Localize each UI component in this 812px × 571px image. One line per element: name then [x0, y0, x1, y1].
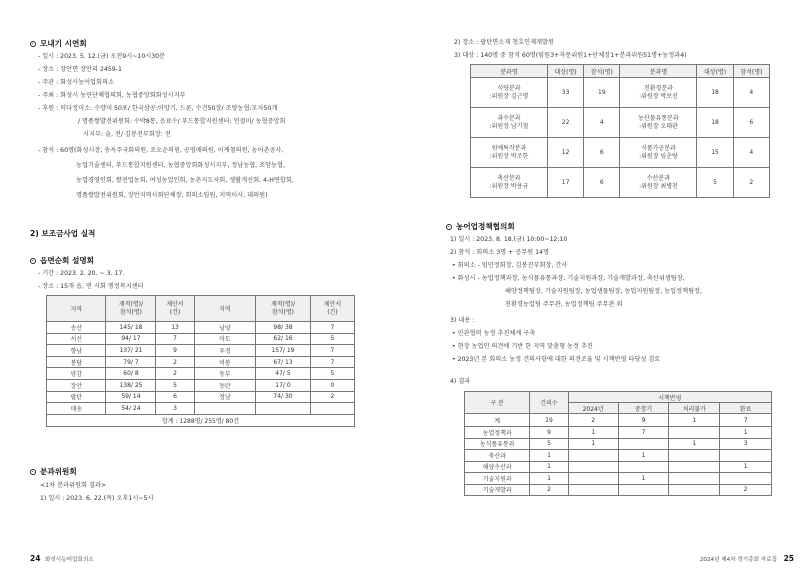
table-row — [465, 461, 772, 473]
table-row — [465, 438, 772, 450]
table-cell: 6 — [584, 138, 620, 168]
col-header-region: 지역 — [47, 296, 106, 322]
table-cell: 1 — [720, 427, 772, 439]
text-line: 시지부: 술, 전/ 김봉진부회장: 전 — [83, 131, 171, 138]
table-cell: 60/ 8 — [106, 368, 156, 380]
table-cell: 22 — [547, 108, 583, 138]
table-row — [47, 403, 355, 415]
table-cell: 2 — [568, 414, 618, 427]
table-cell: 1 — [669, 414, 720, 427]
table-cell: 94/ 17 — [106, 333, 156, 345]
right-page — [406, 0, 812, 571]
table-cell — [669, 427, 720, 439]
text-line: 2) 장소 : 팔탄면소재 청호인재개발원 — [454, 39, 554, 46]
text-line: 친환경농업팀 주무관, 농업정책팀 주무관 외 — [505, 301, 623, 308]
table-cell: 7 — [720, 414, 772, 427]
col-header: 분과명 — [620, 65, 697, 78]
col-header: 대상(명) — [697, 65, 733, 78]
table-cell: 1 — [568, 427, 618, 439]
table-row — [47, 391, 355, 403]
table-cell: 정남 — [194, 391, 255, 403]
table-cell: 축산과 — [465, 450, 530, 462]
col-header-impossible: 처리불가 — [669, 403, 720, 414]
table-cell: 동탄 — [194, 379, 255, 391]
table-cell: 2 — [720, 484, 772, 496]
table-cell: 17/ 0 — [256, 379, 311, 391]
table-row — [465, 427, 772, 439]
table-cell: 47/ 5 — [256, 368, 311, 380]
briefing-total: 합계 : 1288명/ 255명/ 80건 — [47, 414, 355, 426]
footer — [406, 545, 812, 571]
text-line: 4) 결과 — [450, 378, 471, 385]
table-cell: 5 — [530, 438, 568, 450]
table-cell: 1 — [530, 450, 568, 462]
table-cell — [669, 450, 720, 462]
table-cell: 3 — [720, 438, 772, 450]
table-cell: 4 — [733, 138, 769, 168]
table-cell: 마도 — [194, 333, 255, 345]
table-row — [471, 78, 770, 108]
table-cell: 157/ 19 — [256, 345, 311, 357]
division-table — [470, 64, 770, 198]
table-cell: 0 — [310, 379, 354, 391]
page-number: 24 — [30, 554, 41, 563]
section-heading-briefing: 읍면순회 설명회 — [30, 256, 94, 266]
table-cell: 1 — [669, 438, 720, 450]
table-row — [47, 368, 355, 380]
table-cell: 향남 — [47, 345, 106, 357]
text-line: - 기간 : 2023. 2. 20. ~ 3. 17. — [38, 270, 125, 277]
table-cell: 2 — [310, 391, 354, 403]
table-cell: 7 — [156, 333, 194, 345]
table-cell: 장안 — [47, 379, 106, 391]
table-cell — [568, 461, 618, 473]
col-header-proposals: 제안서 (건) — [310, 296, 354, 322]
text-line: <1차 분과위원회 결과> — [40, 482, 107, 489]
col-header-midlong: 중장기 — [618, 403, 669, 414]
table-cell: 137/ 21 — [106, 345, 156, 357]
circle-bullet-icon — [446, 224, 452, 230]
table-cell: 62/ 16 — [256, 333, 311, 345]
table-cell: 봉담 — [47, 356, 106, 368]
table-cell: 비봉 — [194, 356, 255, 368]
table-cell: 농산물유통분과 :위원장 오태관 — [620, 108, 697, 138]
table-cell — [568, 484, 618, 496]
table-cell — [618, 461, 669, 473]
text-line: 해양정책팀장, 기술지원팀장, 농업생물팀장, 농업지원팀장, 농업정책팀장, — [505, 288, 703, 295]
table-cell: 계 — [465, 414, 530, 427]
table-cell: 6 — [733, 108, 769, 138]
text-line: 농업기술센터, 푸드통합지원센터, 농협중앙회화성시지부, 정남농협, 조암농협, — [76, 162, 285, 169]
table-cell: 2 — [156, 356, 194, 368]
table-cell: 우정 — [194, 345, 255, 357]
circle-bullet-icon — [30, 258, 36, 264]
table-cell: 식품가공분과 :위원장 임춘랑 — [620, 138, 697, 168]
col-header-region: 지역 — [194, 296, 255, 322]
text-line: • 화성시 - 농업정책과장, 농식품유통과장, 기술지원과장, 기술개발과장, 축산위생팀장, — [452, 275, 685, 282]
table-cell: 친환경분과 :위원장 박보선 — [620, 78, 697, 108]
section-heading-rice-planting: 모내기 시연회 — [30, 39, 87, 49]
text-line: - 참석 : 60명(화성시장, 송옥주국회의원, 조오순의원, 공영애의원, 이계철의원, 농어촌공사, — [38, 147, 284, 154]
col-header-complete: 완료 — [720, 403, 772, 414]
table-cell: 74/ 30 — [256, 391, 311, 403]
text-line: - 장소 : 장안면 장안리 2459-1 — [38, 66, 122, 73]
table-cell: 과수분과 :위원장 남기철 — [471, 108, 548, 138]
table-cell: 2 — [733, 168, 769, 198]
text-line: 농업경영인회, 쌀전업농회, 여성농업인회, 농촌지도자회, 생활개선회, 4-H연합회, — [76, 177, 294, 184]
table-cell: 9 — [530, 427, 568, 439]
table-cell: 송산 — [47, 322, 106, 334]
table-cell: 9 — [156, 345, 194, 357]
table-cell: 7 — [310, 345, 354, 357]
footer-meeting: 2024년 제4차 정기총회 자료집 — [699, 557, 777, 563]
col-header-attendance: 재적(명)/ 참석(명) — [106, 296, 156, 322]
table-cell: 6 — [584, 168, 620, 198]
table-cell: 18 — [697, 108, 733, 138]
table-cell — [310, 403, 354, 415]
table-row — [471, 138, 770, 168]
table-cell: 4 — [584, 108, 620, 138]
col-header-division: 구 분 — [465, 392, 530, 414]
table-cell: 1 — [618, 473, 669, 485]
table-row-total — [465, 414, 772, 427]
briefing-table — [46, 295, 355, 427]
table-row — [47, 322, 355, 334]
section-heading-subsidy: 2) 보조금사업 실적 — [30, 229, 96, 238]
table-cell — [669, 473, 720, 485]
table-cell: 17 — [547, 168, 583, 198]
table-cell: 67/ 13 — [256, 356, 311, 368]
circle-bullet-icon — [30, 41, 36, 47]
table-row — [471, 168, 770, 198]
col-header-proposals: 제안서 (건) — [156, 296, 194, 322]
table-row — [47, 379, 355, 391]
table-cell — [720, 450, 772, 462]
table-cell: 4 — [733, 78, 769, 108]
text-line: 1) 일시 : 2023. 6. 22.(목) 오후1시~5시 — [40, 495, 154, 502]
text-line: / 명품쌀발전위원회: 수박8통, 음료수/ 푸드통합지원센터: 인절미/ 농협중앙회 — [78, 118, 286, 125]
table-cell: 98/ 38 — [256, 322, 311, 334]
table-cell: 3 — [156, 403, 194, 415]
table-cell — [618, 484, 669, 496]
text-line: - 주관 : 화성시농어업회의소 — [38, 79, 114, 86]
table-cell: 기술지원과 — [465, 473, 530, 485]
table-cell: 동부 — [194, 368, 255, 380]
col-header-suggestions: 건의수 — [530, 392, 568, 414]
table-cell: 팔탄 — [47, 391, 106, 403]
table-cell: 12 — [547, 138, 583, 168]
table-cell: 남양 — [194, 322, 255, 334]
table-row — [465, 473, 772, 485]
section-heading-policy-council: 농어업정책협의회 — [446, 222, 515, 232]
table-cell — [194, 403, 255, 415]
table-cell: 해양수산과 — [465, 461, 530, 473]
col-header: 참석(명) — [584, 65, 620, 78]
table-cell — [669, 484, 720, 496]
table-cell — [618, 438, 669, 450]
table-cell: 18 — [697, 78, 733, 108]
table-cell: 19 — [530, 414, 568, 427]
table-cell: 15 — [697, 138, 733, 168]
table-row — [47, 345, 355, 357]
table-cell: 1 — [720, 461, 772, 473]
table-cell: 수산분과 :위원장 최병천 — [620, 168, 697, 198]
col-header: 대상(명) — [547, 65, 583, 78]
col-header: 참석(명) — [733, 65, 769, 78]
table-cell — [568, 473, 618, 485]
table-cell: 7 — [310, 322, 354, 334]
table-cell: 59/ 14 — [106, 391, 156, 403]
col-header-policy-reflection: 시책반영 — [568, 392, 771, 403]
table-cell: 6 — [156, 391, 194, 403]
text-line: 2) 참석 : 회의소 3명 + 공무원 14명 — [450, 249, 549, 256]
text-line: • 회의소 - 임민정회장, 김봉진부회장, 간사 — [452, 262, 568, 269]
table-cell: 기술개발과 — [465, 484, 530, 496]
text-line: • 2023년 본 회의소 농정 건의사항에 대한 의견조율 및 시책반영 타당성 검토 — [452, 356, 661, 363]
text-line: 1) 일시 : 2023. 8. 18.(금) 10:00~12:10 — [450, 236, 568, 243]
col-header-attendance: 재적(명)/ 참석(명) — [256, 296, 311, 322]
table-cell — [720, 473, 772, 485]
footer-org: 화성시농어업회의소 — [45, 557, 94, 563]
table-cell: 9 — [618, 414, 669, 427]
circle-bullet-icon — [30, 469, 36, 475]
table-cell: 양감 — [47, 368, 106, 380]
text-line: 3) 내용 : — [450, 317, 475, 324]
table-cell: 54/ 24 — [106, 403, 156, 415]
text-line: - 주최 : 화성시 농민단체협의회, 농협중앙회화성시지부 — [38, 92, 186, 99]
table-cell: 농식품유통과 — [465, 438, 530, 450]
col-header: 분과명 — [471, 65, 548, 78]
table-cell: 서신 — [47, 333, 106, 345]
table-cell: 매송 — [47, 403, 106, 415]
table-cell: 5 — [697, 168, 733, 198]
table-cell: 5 — [156, 379, 194, 391]
table-cell: 1 — [530, 473, 568, 485]
table-row — [465, 450, 772, 462]
col-header-2024: 2024년 — [568, 403, 618, 414]
table-cell — [256, 403, 311, 415]
page-number: 25 — [783, 554, 794, 563]
text-line: 명품쌀발전위원회, 장안지역사회단체장, 회의소임원, 지역이사, 대의원) — [76, 192, 268, 199]
footer — [0, 545, 406, 571]
table-row — [465, 484, 772, 496]
section-heading-division-committee: 분과위원회 — [30, 467, 77, 477]
table-cell: 1 — [568, 438, 618, 450]
table-cell: 식량분과 :위원장 김근명 — [471, 78, 548, 108]
text-line: - 후원 : 덕다정미소: 수양미 50포/ 한국삼공:이앙기, 드론, 수건50장/ 조양농협:모자50개 — [38, 105, 278, 112]
table-cell: 2 — [156, 368, 194, 380]
table-cell: 5 — [310, 368, 354, 380]
table-cell: 원예특작분과 :위원장 박조한 — [471, 138, 548, 168]
text-line: - 일시 : 2023. 5. 12.(금) 오전9시~10시30분 — [38, 53, 166, 60]
table-row — [47, 333, 355, 345]
table-cell: 축산분과 :위원장 박용규 — [471, 168, 548, 198]
table-cell: 145/ 18 — [106, 322, 156, 334]
table-cell: 19 — [584, 78, 620, 108]
table-cell: 5 — [310, 333, 354, 345]
table-cell: 1 — [530, 461, 568, 473]
text-line: - 장소 : 15개 읍, 면 시회 행정복지센터 — [38, 283, 144, 290]
table-cell: 13 — [156, 322, 194, 334]
result-table — [464, 391, 772, 496]
table-cell: 79/ 7 — [106, 356, 156, 368]
table-cell — [568, 450, 618, 462]
table-cell: 농업정책과 — [465, 427, 530, 439]
text-line: 3) 대상 : 140명 중 참석 60명(임원3+자문위원1+단체장1+분과위원51명+농정과4) — [454, 52, 687, 59]
table-cell: 7 — [618, 427, 669, 439]
table-cell: 33 — [547, 78, 583, 108]
text-line: • 민관협력 농정 추진체계 구축 — [452, 330, 536, 337]
table-row — [471, 108, 770, 138]
table-cell: 2 — [530, 484, 568, 496]
table-cell: 138/ 25 — [106, 379, 156, 391]
table-cell: 1 — [618, 450, 669, 462]
table-cell — [669, 461, 720, 473]
table-cell: 7 — [310, 356, 354, 368]
table-row — [47, 356, 355, 368]
text-line: • 현장 농업인 의견에 기반 한 지역 맞춤형 농정 추진 — [452, 343, 593, 350]
